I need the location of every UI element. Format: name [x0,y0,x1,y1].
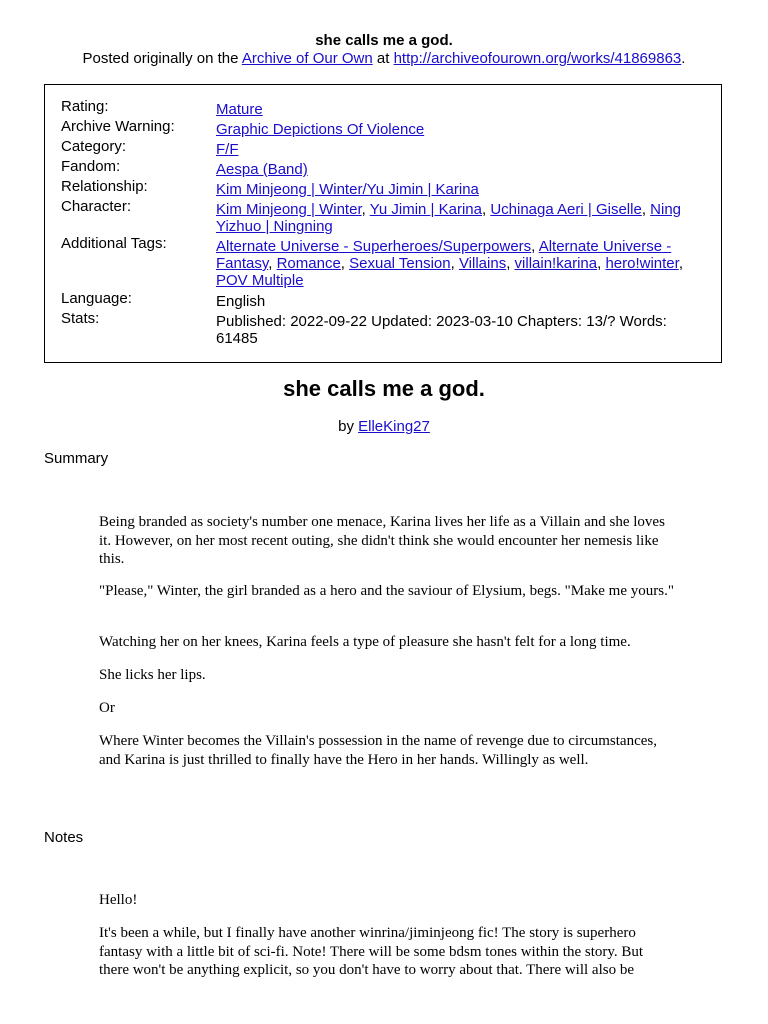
posted-prefix: Posted originally on the [82,50,239,67]
author-link[interactable]: ElleKing27 [358,418,430,435]
byline [0,418,768,435]
archive-link[interactable]: Archive of Our Own [241,50,373,67]
tag-link[interactable]: villain!karina [514,255,598,272]
tag-link[interactable]: POV Multiple [216,272,304,289]
tag-link[interactable]: Alternate Universe - Superheroes/Superpowers [216,238,532,255]
tags-label: Additional Tags: [61,235,167,252]
summary-paragraph: Where Winter becomes the Villain's possession in the name of revenge due to circumstances, and Karina is just thrilled to finally have the Hero in her hands. Willingly as well. [99,733,657,768]
summary-heading: Summary [44,450,109,467]
tag-link[interactable]: Alternate Universe - Fantasy [216,238,672,272]
document-title: she calls me a god. [315,32,453,49]
summary-paragraph: "Please," Winter, the girl branded as a hero and the saviour of Elysium, begs. "Make me yours." [99,583,674,599]
language-label: Language: [61,290,132,307]
character-label: Character: [61,198,132,215]
relationship-label: Relationship: [61,178,148,195]
posted-line [0,50,768,67]
summary-paragraph: Being branded as society's number one menace, Karina lives her life as a Villain and she loves it. However, on her most recent outing, she didn't think she would encounter her nemesis like this. [99,514,665,567]
relationship-link[interactable]: Kim Minjeong | Winter/Yu Jimin | Karina [216,181,479,198]
fandom-link[interactable]: Aespa (Band) [216,161,308,178]
tag-link[interactable]: Villains [458,255,507,272]
notes-paragraph: Hello! [99,892,138,908]
stats-value: Published: 2022-09-22 Updated: 2023-03-10 Chapters: 13/? Words: 61485 [216,313,667,347]
tag-link[interactable]: Sexual Tension [349,255,451,272]
character-link[interactable]: Yu Jimin | Karina [369,201,482,218]
character-link[interactable]: Uchinaga Aeri | Giselle [490,201,642,218]
notes-paragraph: It's been a while, but I finally have another winrina/jiminjeong fic! The story is superhero fantasy with a little bit of sci-fi. Note! There will be some bdsm tones within the story. But there won't be anything explicit, so you don't have to worry about that. There will also be [99,925,644,978]
metadata-box: Rating: Mature Archive Warning: Graphic Depictions Of Violence Category: F/F Fandom: Aespa (Band) Relationship: Kim Minjeong | Winter/Yu Jimin | Karina Character: Kim Minjeong | Winter, Yu Jimin | Karina, Uchinaga Aeri | Giselle, Ning Yizhuo | Ningning Additional Tags: Alternate Universe - Superheroes/Superpowers, Alternate Universe - Fantasy, Romance, Sexual Tension, Villains, villain!karina, hero!winter, POV Multiple Language: English Stats: Published: 2022-09-22 Updated: 2023-03-10 Chapters: 13/? Words: 61485 [44,84,722,363]
tag-link[interactable]: hero!winter [605,255,679,272]
character-link[interactable]: Ning Yizhuo | Ningning [216,201,682,235]
period: . [681,50,686,67]
language-value: English [216,293,266,310]
summary-paragraph: Or [99,700,115,716]
work-title: she calls me a god. [283,376,485,401]
rating-link[interactable]: Mature [216,101,263,118]
summary-paragraph: Watching her on her knees, Karina feels a type of pleasure she hasn't felt for a long time. [99,634,631,650]
category-label: Category: [61,138,127,155]
at-text: at [376,50,390,67]
category-link[interactable]: F/F [216,141,239,158]
rating-label: Rating: [61,98,109,115]
character-link[interactable]: Kim Minjeong | Winter [216,201,362,218]
notes-heading: Notes [44,829,84,846]
stats-label: Stats: [61,310,100,327]
tag-link[interactable]: Romance [276,255,341,272]
by-text: by [338,418,354,435]
summary-paragraph: She licks her lips. [99,667,206,683]
work-url-link[interactable]: http://archiveofourown.org/works/41869863 [393,50,682,67]
fandom-label: Fandom: [61,158,121,175]
warning-link[interactable]: Graphic Depictions Of Violence [216,121,425,138]
warning-label: Archive Warning: [61,118,175,135]
